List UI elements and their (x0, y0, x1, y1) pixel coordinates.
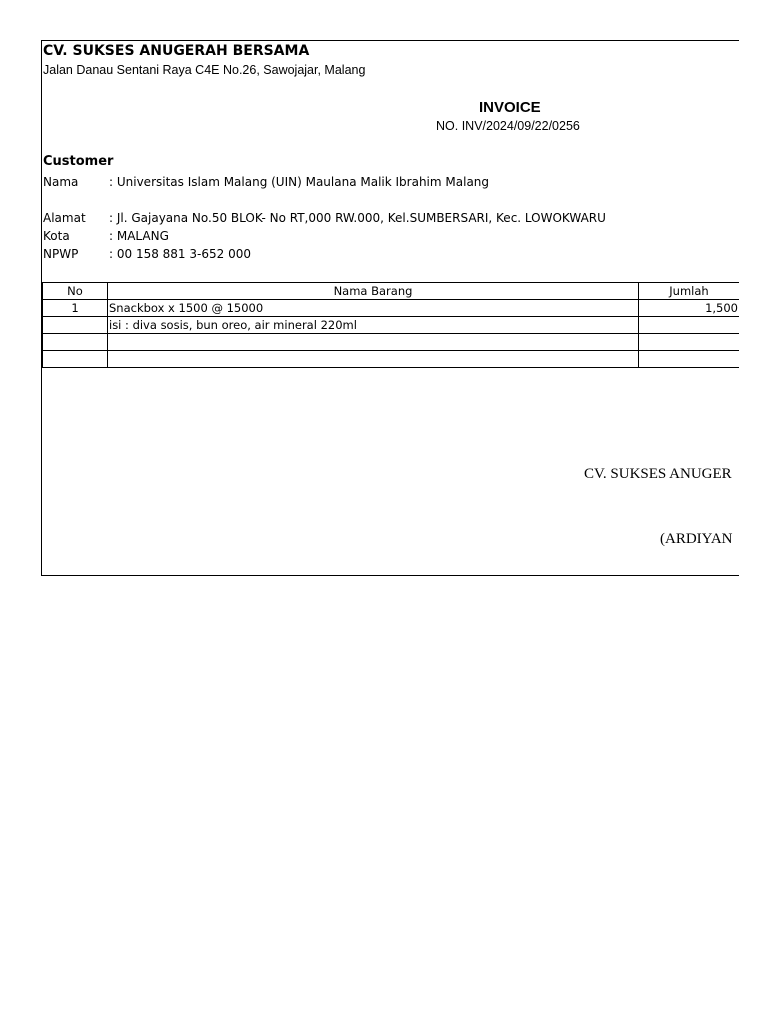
customer-npwp-value: : 00 158 881 3-652 000 (109, 247, 251, 261)
customer-address-value: : Jl. Gajayana No.50 BLOK- No RT,000 RW.000, Kel.SUMBERSARI, Kec. LOWOKWARU (109, 211, 606, 225)
row-no (43, 334, 108, 351)
table-row (43, 317, 740, 334)
customer-name-value: : Universitas Islam Malang (UIN) Maulana Malik Ibrahim Malang (109, 175, 490, 189)
invoice-title: INVOICE (479, 99, 541, 116)
company-name: CV. SUKSES ANUGERAH BERSAMA (43, 43, 310, 59)
table-header-row (43, 283, 740, 300)
table-row (43, 351, 740, 368)
header-item-name: Nama Barang (108, 283, 639, 300)
customer-city-label: Kota (43, 229, 70, 243)
row-no (43, 317, 108, 334)
customer-city-value: : MALANG (109, 229, 169, 243)
row-item-name: Snackbox x 1500 @ 15000 (108, 300, 639, 317)
header-quantity: Jumlah (639, 283, 740, 300)
signature-name: (ARDIYAN (660, 531, 733, 547)
table-row (43, 334, 740, 351)
header-no: No (43, 283, 108, 300)
customer-npwp-label: NPWP (43, 247, 79, 261)
table-row (43, 300, 740, 317)
invoice-sheet (41, 40, 739, 576)
customer-heading: Customer (43, 154, 114, 169)
row-quantity (639, 334, 740, 351)
invoice-number: NO. INV/2024/09/22/0256 (436, 119, 580, 133)
row-quantity (639, 317, 740, 334)
row-item-name (108, 334, 639, 351)
row-quantity: 1,500 (639, 300, 740, 317)
row-item-name: isi : diva sosis, bun oreo, air mineral 220ml (108, 317, 639, 334)
row-no: 1 (43, 300, 108, 317)
items-table (42, 282, 739, 368)
row-quantity (639, 351, 740, 368)
customer-address-label: Alamat (43, 211, 86, 225)
row-no (43, 351, 108, 368)
signature-company: CV. SUKSES ANUGER (584, 466, 732, 482)
row-item-name (108, 351, 639, 368)
customer-name-label: Nama (43, 175, 79, 189)
company-address: Jalan Danau Sentani Raya C4E No.26, Sawojajar, Malang (43, 63, 366, 77)
